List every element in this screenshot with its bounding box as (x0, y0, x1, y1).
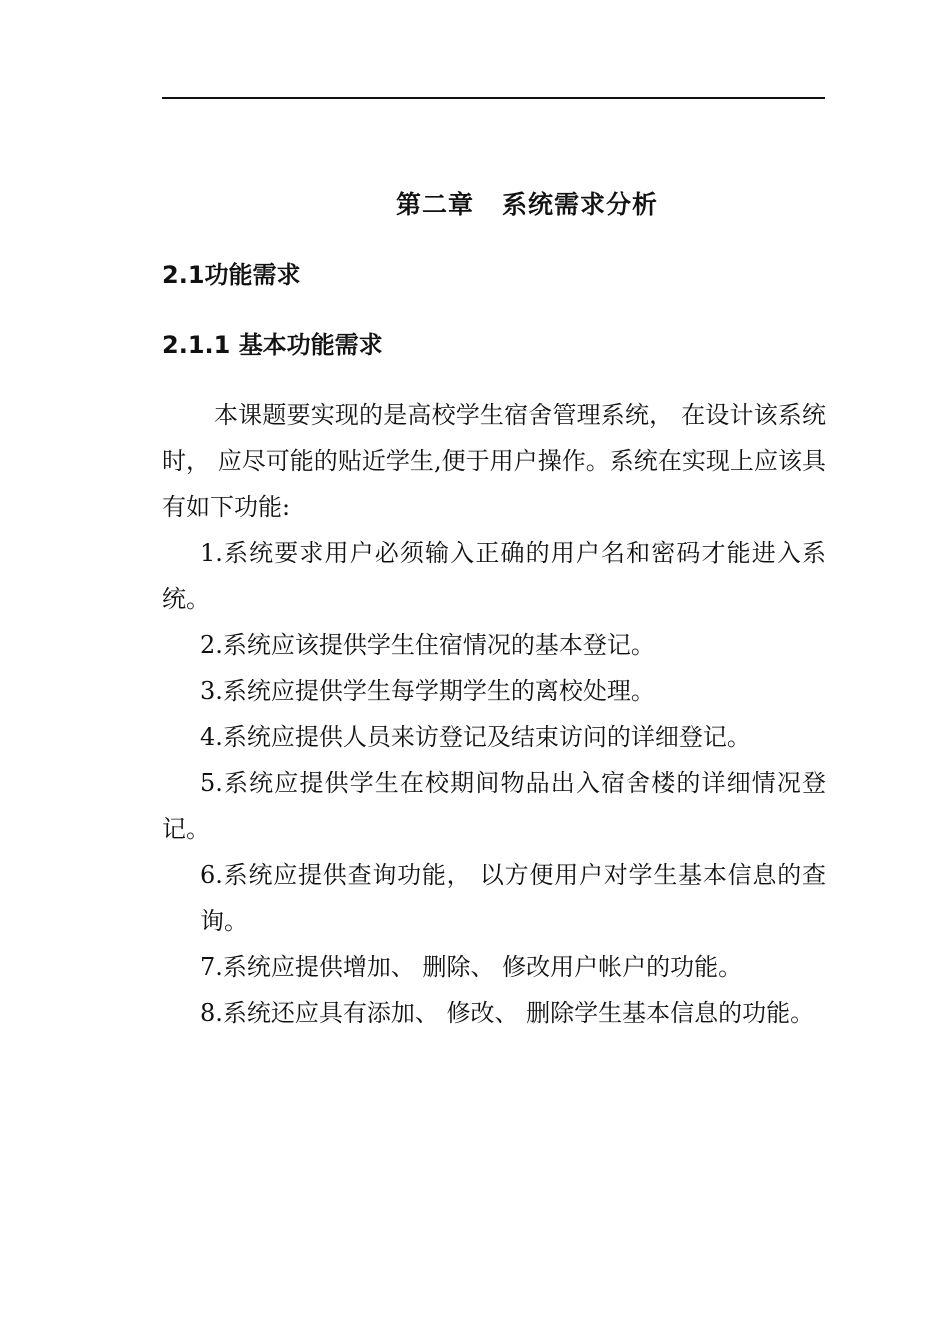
requirement-item-1: 1.系统要求用户必须输入正确的用户名和密码才能进入系统。 (162, 539, 826, 613)
requirements-list (162, 530, 826, 1036)
header-rule (162, 97, 825, 99)
section-heading: 2.1功能需求 (162, 261, 301, 289)
requirement-item-2: 2.系统应该提供学生住宿情况的基本登记。 (200, 631, 655, 659)
requirement-item-3: 3.系统应提供学生每学期学生的离校处理。 (200, 677, 655, 705)
requirement-item-6: 6.系统应提供查询功能， 以方便用户对学生基本信息的查询。 (200, 861, 826, 935)
chapter-name: 系统需求分析 (502, 190, 659, 219)
intro-paragraph: 本课题要实现的是高校学生宿舍管理系统， 在设计该系统时， 应尽可能的贴近学生,便于用户操作。系统在实现上应该具有如下功能: (162, 401, 826, 521)
requirement-item-7: 7.系统应提供增加、 删除、 修改用户帐户的功能。 (200, 953, 743, 981)
requirement-item-5: 5.系统应提供学生在校期间物品出入宿舍楼的详细情况登记。 (162, 769, 826, 843)
chapter-number: 第二章 (395, 190, 474, 219)
chapter-title (162, 182, 826, 228)
page-content (162, 182, 826, 1036)
body-text (162, 392, 826, 1036)
requirement-item-4: 4.系统应提供人员来访登记及结束访问的详细登记。 (200, 723, 751, 751)
subsection-heading: 2.1.1 基本功能需求 (162, 331, 383, 359)
requirement-item-8: 8.系统还应具有添加、 修改、 删除学生基本信息的功能。 (200, 999, 815, 1027)
